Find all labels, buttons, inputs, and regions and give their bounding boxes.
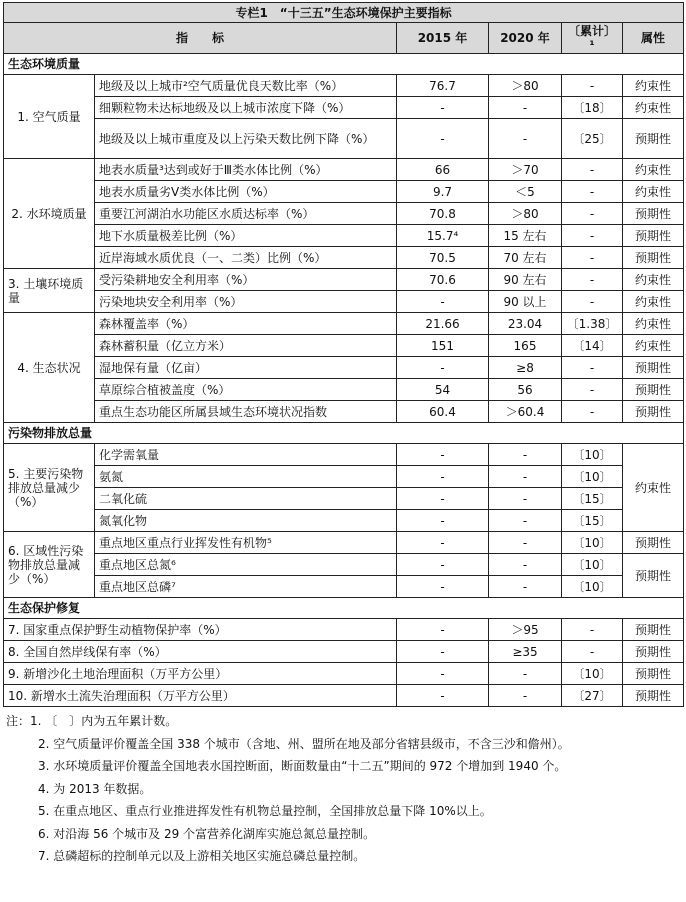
row-indicator: 重点地区重点行业挥发性有机物⁵ xyxy=(95,532,397,554)
row-attribute: 预期性 xyxy=(623,203,684,225)
row-2020: - xyxy=(489,554,562,576)
section-eco-quality: 生态环境质量 xyxy=(4,54,684,75)
row-cumulative: - xyxy=(562,269,623,291)
group-eco: 4. 生态状况 xyxy=(4,313,95,423)
footnote: 5. 在重点地区、重点行业推进挥发性有机物总量控制，全国排放总量下降 10%以上。 xyxy=(38,804,492,818)
group-regional: 6. 区域性污染物排放总量减少（%） xyxy=(4,532,95,598)
group-air: 1. 空气质量 xyxy=(4,75,95,159)
row-2020: ≥8 xyxy=(489,357,562,379)
row-2020: ＞80 xyxy=(489,75,562,97)
header-attribute: 属性 xyxy=(623,23,684,54)
row-indicator: 污染地块安全利用率（%） xyxy=(95,291,397,313)
row-attribute: 预期性 xyxy=(623,357,684,379)
row-indicator: 重点地区总磷⁷ xyxy=(95,576,397,598)
row-2020: - xyxy=(489,663,562,685)
row-indicator: 9. 新增沙化土地治理面积（万平方公里） xyxy=(4,663,397,685)
row-attribute: 预期性 xyxy=(623,401,684,423)
row-2015: - xyxy=(397,291,489,313)
row-cumulative: - xyxy=(562,75,623,97)
row-cumulative: 〔27〕 xyxy=(562,685,623,707)
row-2020: ＞70 xyxy=(489,159,562,181)
row-cumulative: - xyxy=(562,225,623,247)
row-2020: ＜5 xyxy=(489,181,562,203)
footnotes xyxy=(0,707,686,868)
indicator-table xyxy=(3,2,684,707)
row-attribute: 预期性 xyxy=(623,247,684,269)
row-attribute: 约束性 xyxy=(623,181,684,203)
row-cumulative: 〔18〕 xyxy=(562,97,623,119)
row-cumulative: 〔25〕 xyxy=(562,119,623,159)
row-2015: 60.4 xyxy=(397,401,489,423)
row-attribute: 约束性 xyxy=(623,313,684,335)
row-2015: 151 xyxy=(397,335,489,357)
row-2020: ＞95 xyxy=(489,619,562,641)
row-2015: 70.5 xyxy=(397,247,489,269)
header-2020: 2020 年 xyxy=(489,23,562,54)
row-attribute: 预期性 xyxy=(623,532,684,554)
row-indicator: 地级及以上城市²空气质量优良天数比率（%） xyxy=(95,75,397,97)
row-attribute: 约束性 xyxy=(623,335,684,357)
row-2015: 70.8 xyxy=(397,203,489,225)
section-pollutant: 污染物排放总量 xyxy=(4,423,684,444)
row-cumulative: 〔10〕 xyxy=(562,466,623,488)
major-attribute: 约束性 xyxy=(623,444,684,532)
row-2015: - xyxy=(397,554,489,576)
row-2020: 70 左右 xyxy=(489,247,562,269)
row-indicator: 受污染耕地安全利用率（%） xyxy=(95,269,397,291)
regional-attribute: 预期性 xyxy=(623,554,684,598)
row-attribute: 约束性 xyxy=(623,159,684,181)
row-attribute: 预期性 xyxy=(623,619,684,641)
row-cumulative: - xyxy=(562,291,623,313)
row-cumulative: - xyxy=(562,247,623,269)
row-cumulative: 〔10〕 xyxy=(562,554,623,576)
row-attribute: 预期性 xyxy=(623,119,684,159)
row-2015: - xyxy=(397,119,489,159)
row-2015: - xyxy=(397,619,489,641)
row-cumulative: - xyxy=(562,159,623,181)
row-cumulative: - xyxy=(562,357,623,379)
footnote: 注：1. 〔 〕内为五年累计数。 xyxy=(6,714,178,728)
row-2020: 165 xyxy=(489,335,562,357)
row-2015: 9.7 xyxy=(397,181,489,203)
row-2015: - xyxy=(397,532,489,554)
footnote: 4. 为 2013 年数据。 xyxy=(38,781,152,796)
footnote: 2. 空气质量评价覆盖全国 338 个城市（含地、州、盟所在地及部分省辖县级市，不含三沙和儋州）。 xyxy=(38,736,570,751)
row-indicator: 10. 新增水土流失治理面积（万平方公里） xyxy=(4,685,397,707)
row-2020: ＞80 xyxy=(489,203,562,225)
row-indicator: 地下水质量极差比例（%） xyxy=(95,225,397,247)
row-attribute: 约束性 xyxy=(623,97,684,119)
footnote: 7. 总磷超标的控制单元以及上游相关地区实施总磷总量控制。 xyxy=(38,849,366,863)
row-2020: ≥35 xyxy=(489,641,562,663)
row-cumulative: 〔10〕 xyxy=(562,576,623,598)
row-indicator: 二氧化硫 xyxy=(95,488,397,510)
row-indicator: 细颗粒物未达标地级及以上城市浓度下降（%） xyxy=(95,97,397,119)
row-2020: - xyxy=(489,532,562,554)
row-2020: - xyxy=(489,466,562,488)
row-2015: - xyxy=(397,357,489,379)
row-cumulative: - xyxy=(562,181,623,203)
row-cumulative: - xyxy=(562,203,623,225)
row-cumulative: - xyxy=(562,401,623,423)
row-2020: - xyxy=(489,444,562,466)
row-cumulative: - xyxy=(562,379,623,401)
row-2020: - xyxy=(489,685,562,707)
row-cumulative: 〔10〕 xyxy=(562,444,623,466)
row-attribute: 预期性 xyxy=(623,641,684,663)
row-cumulative: 〔1.38〕 xyxy=(562,313,623,335)
row-indicator: 重要江河湖泊水功能区水质达标率（%） xyxy=(95,203,397,225)
footnote: 6. 对沿海 56 个城市及 29 个富营养化湖库实施总氮总量控制。 xyxy=(38,826,376,841)
table-title: 专栏1 “十三五”生态环境保护主要指标 xyxy=(4,3,684,23)
row-indicator: 氨氮 xyxy=(95,466,397,488)
row-2020: - xyxy=(489,97,562,119)
row-indicator: 森林蓄积量（亿立方米） xyxy=(95,335,397,357)
row-2015: 15.7⁴ xyxy=(397,225,489,247)
row-cumulative: 〔10〕 xyxy=(562,532,623,554)
row-cumulative: - xyxy=(562,619,623,641)
row-2015: - xyxy=(397,97,489,119)
row-2020: - xyxy=(489,510,562,532)
row-attribute: 预期性 xyxy=(623,379,684,401)
row-2015: - xyxy=(397,576,489,598)
row-2015: 76.7 xyxy=(397,75,489,97)
row-2020: ＞60.4 xyxy=(489,401,562,423)
row-2015: 66 xyxy=(397,159,489,181)
row-indicator: 7. 国家重点保护野生动植物保护率（%） xyxy=(4,619,397,641)
row-attribute: 约束性 xyxy=(623,269,684,291)
row-2020: 15 左右 xyxy=(489,225,562,247)
row-indicator: 重点生态功能区所属县域生态环境状况指数 xyxy=(95,401,397,423)
row-2015: - xyxy=(397,663,489,685)
row-attribute: 预期性 xyxy=(623,663,684,685)
row-indicator: 草原综合植被盖度（%） xyxy=(95,379,397,401)
row-indicator: 近岸海域水质优良（一、二类）比例（%） xyxy=(95,247,397,269)
row-2020: 90 左右 xyxy=(489,269,562,291)
row-indicator: 8. 全国自然岸线保有率（%） xyxy=(4,641,397,663)
row-2015: - xyxy=(397,466,489,488)
row-2020: - xyxy=(489,488,562,510)
footnote: 3. 水环境质量评价覆盖全国地表水国控断面，断面数量由“十二五”期间的 972 个增加到 1940 个。 xyxy=(38,759,567,773)
row-indicator: 湿地保有量（亿亩） xyxy=(95,357,397,379)
row-attribute: 约束性 xyxy=(623,291,684,313)
row-indicator: 地表水质量³达到或好于Ⅲ类水体比例（%） xyxy=(95,159,397,181)
row-cumulative: 〔14〕 xyxy=(562,335,623,357)
row-2020: 23.04 xyxy=(489,313,562,335)
row-indicator: 氮氧化物 xyxy=(95,510,397,532)
row-cumulative: 〔15〕 xyxy=(562,488,623,510)
row-2015: - xyxy=(397,510,489,532)
header-cumulative: 〔累计〕¹ xyxy=(562,23,623,54)
group-water: 2. 水环境质量 xyxy=(4,159,95,269)
row-indicator: 地级及以上城市重度及以上污染天数比例下降（%） xyxy=(95,119,397,159)
row-indicator: 地表水质量劣Ⅴ类水体比例（%） xyxy=(95,181,397,203)
row-indicator: 化学需氧量 xyxy=(95,444,397,466)
row-cumulative: 〔10〕 xyxy=(562,663,623,685)
group-soil: 3. 土壤环境质量 xyxy=(4,269,95,313)
row-2015: - xyxy=(397,685,489,707)
row-2015: - xyxy=(397,641,489,663)
row-attribute: 预期性 xyxy=(623,685,684,707)
row-2020: - xyxy=(489,576,562,598)
header-2015: 2015 年 xyxy=(397,23,489,54)
row-2020: 56 xyxy=(489,379,562,401)
row-2015: 70.6 xyxy=(397,269,489,291)
row-2015: 21.66 xyxy=(397,313,489,335)
section-eco-protect: 生态保护修复 xyxy=(4,598,684,619)
row-2015: - xyxy=(397,488,489,510)
header-indicator: 指 标 xyxy=(4,23,397,54)
row-2015: 54 xyxy=(397,379,489,401)
row-2020: 90 以上 xyxy=(489,291,562,313)
row-indicator: 森林覆盖率（%） xyxy=(95,313,397,335)
row-cumulative: 〔15〕 xyxy=(562,510,623,532)
row-attribute: 预期性 xyxy=(623,225,684,247)
row-2020: - xyxy=(489,119,562,159)
row-2015: - xyxy=(397,444,489,466)
group-major: 5. 主要污染物排放总量减少（%） xyxy=(4,444,95,532)
row-indicator: 重点地区总氮⁶ xyxy=(95,554,397,576)
row-attribute: 约束性 xyxy=(623,75,684,97)
row-cumulative: - xyxy=(562,641,623,663)
